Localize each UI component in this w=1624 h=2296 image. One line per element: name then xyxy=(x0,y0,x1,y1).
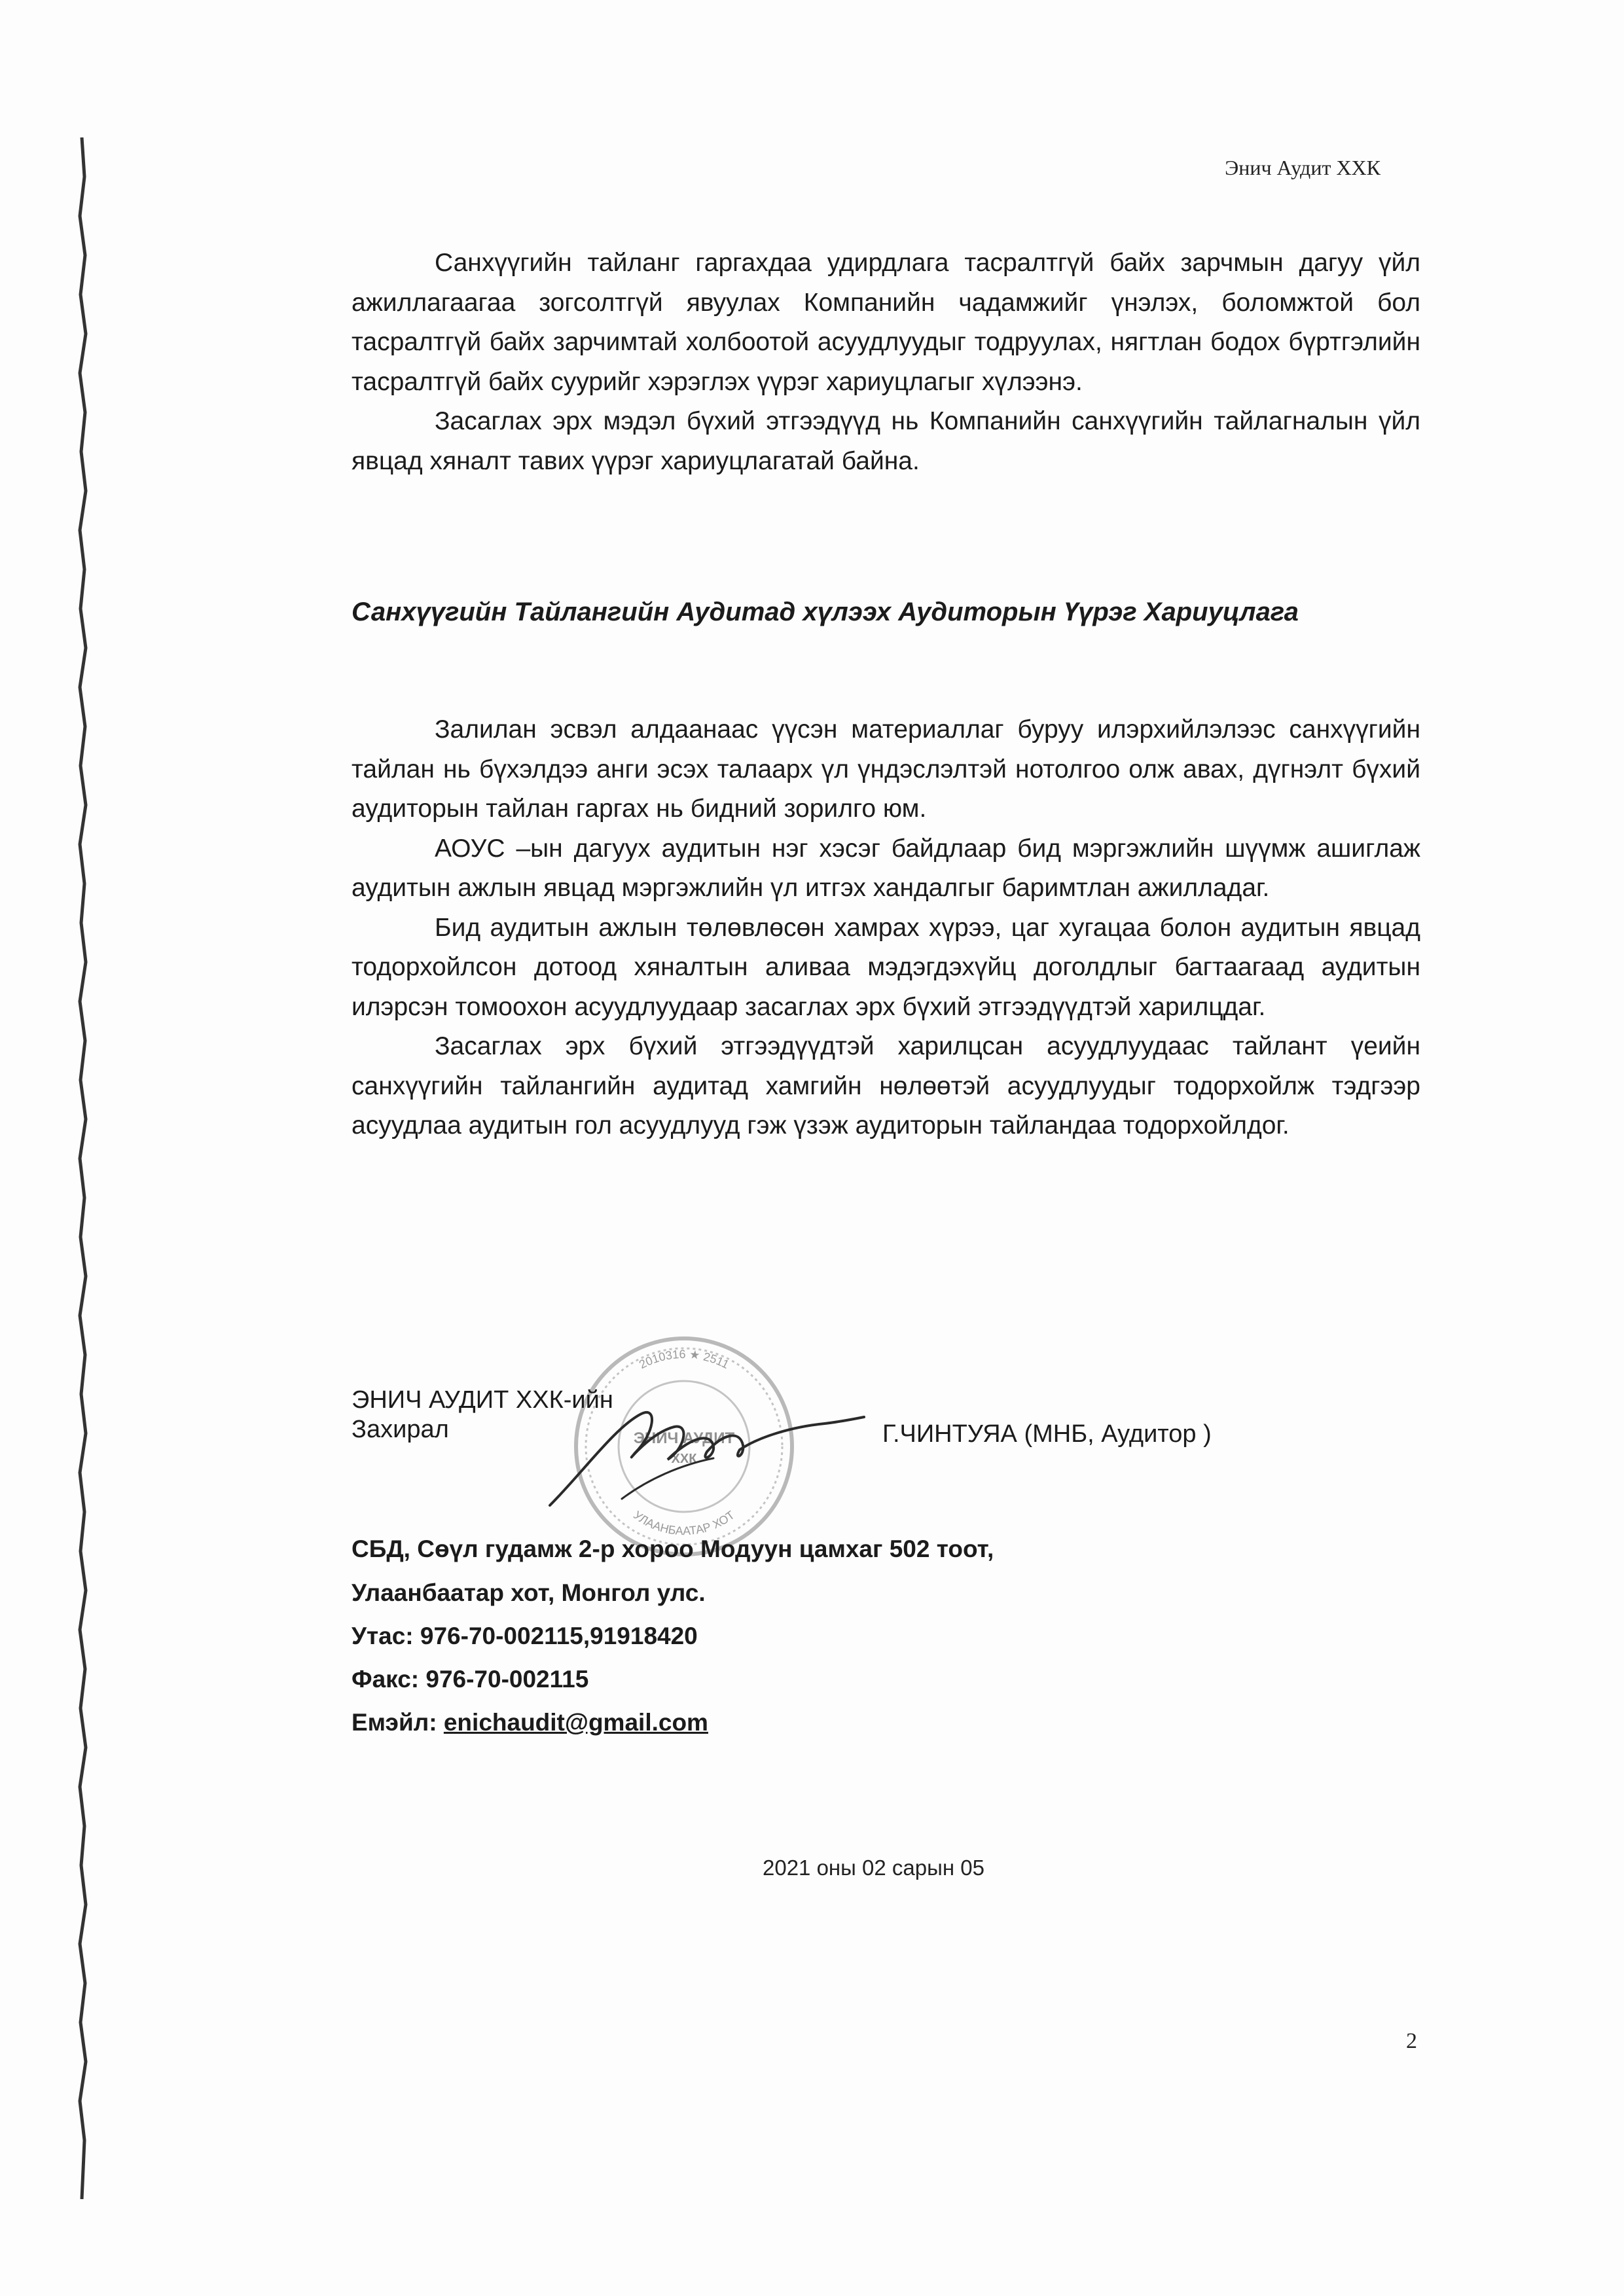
paragraph: Засаглах эрх бүхий этгээдүүдтэй харилцсан асуудлуудаас тайлант үеийн санхүүгийн тайлангийн аудитад хамгийн нөлөөтэй асуудлуудыг тодорхойлж тэдгээр асуудлаа аудитын гол асуудлууд гэж үзэж аудиторын тайландаа тодорхойлдог. xyxy=(352,1032,1420,1139)
paragraph: Залилан эсвэл алдаанаас үүсэн материаллаг буруу илэрхийлэлээс санхүүгийн тайлан нь бүхэлдээ анги эсэх талаарх үл үндэслэлтэй нотолгоо олж авах, дүгнэлт бүхий аудиторын тайлан гаргах нь бидний зорилго юм. xyxy=(352,715,1420,823)
stamp-text-center2: ХХК xyxy=(671,1452,697,1466)
contact-fax: Факс: 976-70-002115 xyxy=(352,1666,589,1693)
stamp-text-center1: ЭНИЧ АУДИТ xyxy=(633,1429,735,1447)
paragraph: Бид аудитын ажлын төлөвлөсөн хамрах хүрээ, цаг хугацаа болон аудитын явцад тодорхойлсон дотоод хяналтын аливаа мэдэгдэхүйц доголдлыг багтаагаад аудитын илэрсэн томоохон асуудлуудаар засаглах эрх бүхий этгээдүүдтэй харилцдаг. xyxy=(352,913,1420,1021)
email-link[interactable]: enichaudit@gmail.com xyxy=(443,1709,708,1736)
body-text-block-1 xyxy=(352,243,1420,481)
stamp-text-top: 2010316 ★ 2511 xyxy=(637,1347,731,1372)
paragraph: Санхүүгийн тайланг гаргахдаа удирдлага тасралтгүй байх зарчмын дагуу үйл ажиллагаагаа зогсолтгүй явуулах Компанийн чадамжийг үнэлэх, боломжтой бол тасралтгүй байх зарчимтай холбоотой асуудлуудыг тодруулах, нягтлан бодох бүртгэлийн тасралтгүй байх суурийг хэрэглэх үүрэг хариуцлагыг хүлээнэ. xyxy=(352,249,1420,396)
signatory-role: Захирал xyxy=(352,1416,449,1443)
section-heading: Санхүүгийн Тайлангийн Аудитад хүлээх Аудиторын Үүрэг Хариуцлага xyxy=(352,598,1299,626)
signatory-company: ЭНИЧ АУДИТ ХХК-ийн xyxy=(352,1386,613,1414)
paragraph: АОУС –ын дагуух аудитын нэг хэсэг байдлаар бид мэргэжлийн шүүмж ашиглаж аудитын ажлын явцад мэргэжлийн үл итгэх хандалгыг баримтлан ажилладаг. xyxy=(352,834,1420,902)
running-header: Энич Аудит ХХК xyxy=(1225,156,1380,179)
contact-address-line2: Улаанбаатар хот, Монгол улс. xyxy=(352,1579,706,1606)
document-date: 2021 оны 02 сарын 05 xyxy=(763,1856,984,1880)
paragraph: Засаглах эрх мэдэл бүхий этгээдүүд нь Компанийн санхүүгийн тайлагналын үйл явцад хяналт тавих үүрэг хариуцлагатай байна. xyxy=(352,407,1420,475)
auditor-name: Г.ЧИНТУЯА (МНБ, Аудитор ) xyxy=(882,1420,1212,1448)
contact-phone: Утас: 976-70-002115,91918420 xyxy=(352,1623,698,1649)
email-label: Емэйл: xyxy=(352,1709,444,1736)
contact-address-line1: СБД, Сөүл гудамж 2-р хороо Модуун цамхаг 502 тоот, xyxy=(352,1535,994,1562)
contact-email xyxy=(352,1709,708,1736)
handwritten-signature xyxy=(543,1388,871,1518)
scan-binding-edge xyxy=(69,137,95,2199)
stamp-text-bottom: УЛААНБААТАР ХОТ xyxy=(631,1508,737,1538)
body-text-block-2 xyxy=(352,710,1420,1146)
page-number: 2 xyxy=(1406,2029,1417,2053)
